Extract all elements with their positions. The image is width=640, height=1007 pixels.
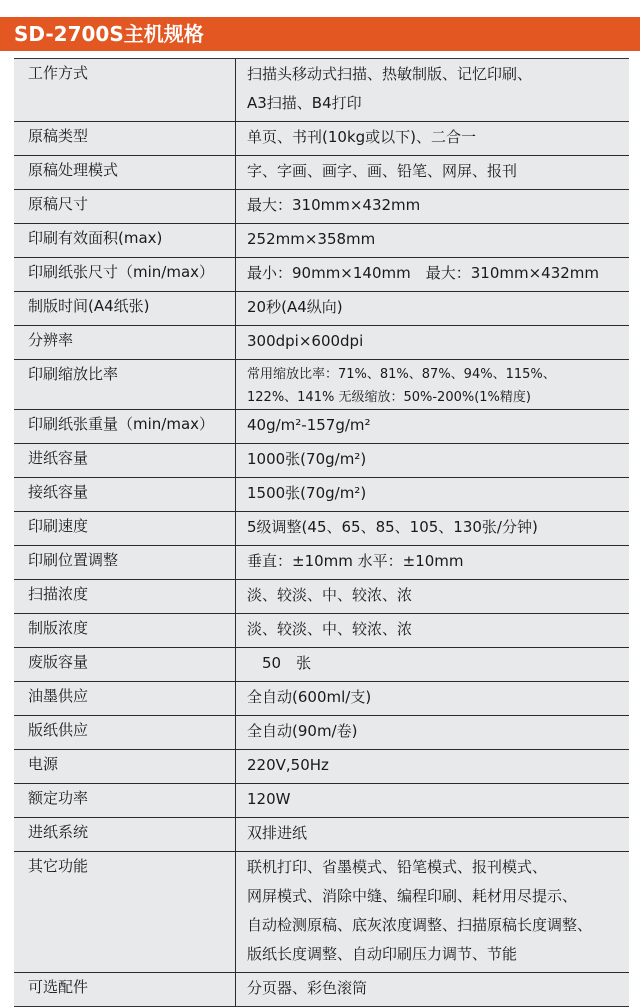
spec-value xyxy=(236,512,629,545)
section-header xyxy=(0,17,640,51)
spec-value xyxy=(236,292,629,325)
spec-value-line: 最小：90mm×140mm 最大：310mm×432mm xyxy=(247,264,600,282)
spec-value xyxy=(236,648,629,681)
spec-label: 印刷纸张重量（min/max） xyxy=(14,410,236,443)
spec-value-line: 全自动(600ml/支) xyxy=(247,688,372,706)
spec-label: 印刷有效面积(max) xyxy=(14,224,236,257)
spec-value-line: 淡、较淡、中、较浓、浓 xyxy=(247,586,413,604)
spec-value-line: 扫描头移动式扫描、热敏制版、记忆印刷、 xyxy=(247,65,533,83)
spec-value xyxy=(236,546,629,579)
spec-value-line: 120W xyxy=(247,790,291,808)
spec-value-line: 220V,50Hz xyxy=(247,756,329,774)
spec-row xyxy=(14,614,629,648)
spec-row xyxy=(14,973,629,1006)
spec-value xyxy=(236,444,629,477)
spec-label: 制版浓度 xyxy=(14,614,236,647)
spec-label: 印刷纸张尺寸（min/max） xyxy=(14,258,236,291)
spec-row xyxy=(14,360,629,410)
spec-value xyxy=(236,156,629,189)
spec-row xyxy=(14,512,629,546)
spec-row xyxy=(14,478,629,512)
spec-value-line: 垂直：±10mm 水平：±10mm xyxy=(247,552,464,570)
spec-value xyxy=(236,580,629,613)
spec-row xyxy=(14,818,629,852)
spec-row xyxy=(14,122,629,156)
spec-label: 印刷位置调整 xyxy=(14,546,236,579)
spec-value-line: 单页、书刊(10kg或以下)、二合一 xyxy=(247,128,477,146)
spec-value-line: 网屏模式、消除中缝、编程印刷、耗材用尽提示、 xyxy=(247,887,578,905)
spec-value-line: 5级调整(45、65、85、105、130张/分钟) xyxy=(247,518,538,536)
spec-row xyxy=(14,190,629,224)
spec-label: 额定功率 xyxy=(14,784,236,817)
spec-value-line: 252mm×358mm xyxy=(247,230,376,248)
section-title: SD-2700S主机规格 xyxy=(14,22,204,46)
spec-value-line: A3扫描、B4打印 xyxy=(247,94,362,112)
spec-label: 版纸供应 xyxy=(14,716,236,749)
spec-label: 分辨率 xyxy=(14,326,236,359)
spec-value-line: 122%、141% 无级缩放：50%-200%(1%精度) xyxy=(247,389,531,405)
spec-value-line: 双排进纸 xyxy=(247,824,308,842)
spec-value-line: 常用缩放比率：71%、81%、87%、94%、115%、 xyxy=(247,367,556,382)
spec-row xyxy=(14,580,629,614)
spec-value-line: 1500张(70g/m²) xyxy=(247,484,367,502)
spec-value xyxy=(236,750,629,783)
spec-label: 其它功能 xyxy=(14,852,236,972)
spec-label: 制版时间(A4纸张) xyxy=(14,292,236,325)
spec-value xyxy=(236,682,629,715)
spec-row xyxy=(14,258,629,292)
spec-label: 可选配件 xyxy=(14,973,236,1006)
spec-row xyxy=(14,682,629,716)
spec-value xyxy=(236,360,629,409)
spec-value xyxy=(236,122,629,155)
spec-value-line: 版纸长度调整、自动印刷压力调节、节能 xyxy=(247,945,518,963)
spec-value-line: 20秒(A4纵向) xyxy=(247,298,343,316)
spec-label: 接纸容量 xyxy=(14,478,236,511)
spec-label: 原稿类型 xyxy=(14,122,236,155)
spec-label: 扫描浓度 xyxy=(14,580,236,613)
spec-value xyxy=(236,190,629,223)
spec-row xyxy=(14,784,629,818)
spec-label: 工作方式 xyxy=(14,59,236,121)
spec-value xyxy=(236,784,629,817)
spec-value xyxy=(236,614,629,647)
spec-value xyxy=(236,818,629,851)
spec-value-line: 自动检测原稿、底灰浓度调整、扫描原稿长度调整、 xyxy=(247,916,593,934)
spec-row xyxy=(14,224,629,258)
spec-value xyxy=(236,224,629,257)
spec-row xyxy=(14,326,629,360)
spec-value xyxy=(236,478,629,511)
spec-value-line: 1000张(70g/m²) xyxy=(247,450,367,468)
spec-value xyxy=(236,852,629,972)
spec-row xyxy=(14,59,629,122)
spec-value-line: 全自动(90m/卷) xyxy=(247,722,358,740)
spec-row xyxy=(14,716,629,750)
spec-label: 原稿尺寸 xyxy=(14,190,236,223)
spec-row xyxy=(14,410,629,444)
spec-label: 原稿处理模式 xyxy=(14,156,236,189)
spec-value xyxy=(236,716,629,749)
spec-label: 进纸容量 xyxy=(14,444,236,477)
spec-value-line: 40g/m²-157g/m² xyxy=(247,416,371,434)
spec-value xyxy=(236,973,629,1006)
spec-row xyxy=(14,444,629,478)
spec-row xyxy=(14,156,629,190)
spec-label: 油墨供应 xyxy=(14,682,236,715)
spec-value xyxy=(236,410,629,443)
spec-value-line: 淡、较淡、中、较浓、浓 xyxy=(247,620,413,638)
spec-row xyxy=(14,648,629,682)
spec-label: 进纸系统 xyxy=(14,818,236,851)
spec-value xyxy=(236,326,629,359)
spec-row xyxy=(14,292,629,326)
spec-table xyxy=(14,58,629,1007)
spec-value xyxy=(236,258,629,291)
spec-row xyxy=(14,546,629,580)
spec-row xyxy=(14,852,629,973)
spec-label: 印刷速度 xyxy=(14,512,236,545)
spec-value-line: 300dpi×600dpi xyxy=(247,332,364,350)
spec-label: 电源 xyxy=(14,750,236,783)
spec-row xyxy=(14,750,629,784)
spec-label: 废版容量 xyxy=(14,648,236,681)
spec-value-line: 字、字画、画字、画、铅笔、网屏、报刊 xyxy=(247,162,518,180)
spec-value-line: 联机打印、省墨模式、铅笔模式、报刊模式、 xyxy=(247,858,548,876)
spec-value-line: 50 张 xyxy=(247,654,312,672)
spec-value xyxy=(236,59,629,121)
spec-value-line: 最大：310mm×432mm xyxy=(247,196,421,214)
spec-label: 印刷缩放比率 xyxy=(14,360,236,409)
spec-value-line: 分页器、彩色滚筒 xyxy=(247,979,368,997)
